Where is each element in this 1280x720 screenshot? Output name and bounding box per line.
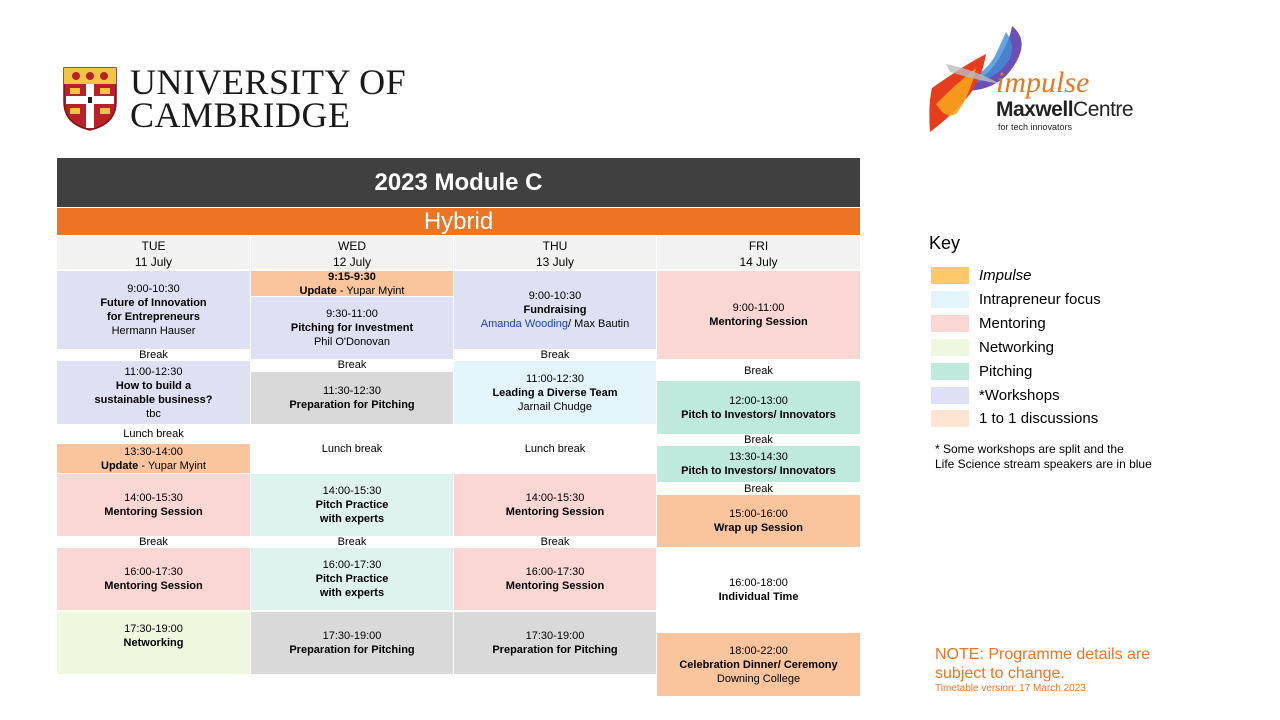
- key-swatch: [931, 363, 969, 380]
- session-time: 16:00-17:30: [322, 559, 382, 571]
- session-speaker: Phil O'Donovan: [313, 336, 391, 348]
- session-tue-mentoring-2: [57, 548, 250, 610]
- impulse-wordmark: impulse: [996, 66, 1090, 99]
- key-item-one-to-one: [931, 410, 1098, 427]
- session-speaker: Hermann Hauser: [111, 325, 196, 337]
- day-name: TUE: [141, 239, 166, 253]
- key-item-pitching: [931, 363, 1032, 380]
- session-time: 14:00-15:30: [322, 485, 382, 497]
- timetable-version: Timetable version: 17 March 2023: [935, 683, 1086, 694]
- session-line: [101, 459, 206, 473]
- session-thu-fundraising: [454, 271, 656, 349]
- maxwell-rest: Centre: [1073, 98, 1134, 121]
- lunch-break-label: Lunch break: [321, 443, 383, 455]
- programme-change-note: NOTE: Programme details are subject to change.: [935, 646, 1151, 682]
- session-tue-update: [57, 444, 250, 473]
- session-thu-preparation: [454, 612, 656, 674]
- day-name: THU: [542, 239, 568, 253]
- session-time: 13:30-14:30: [729, 451, 788, 463]
- key-swatch: [931, 387, 969, 404]
- key-swatch: [931, 410, 969, 427]
- session-speaker: / Max Bautin: [568, 318, 630, 330]
- session-wed-preparation-1: [251, 372, 453, 424]
- session-title: with experts: [319, 587, 385, 599]
- day-date: 12 July: [332, 255, 372, 269]
- key-footnote-line1: * Some workshops are split and the: [935, 442, 1124, 456]
- session-time: 9:15-9:30: [328, 271, 376, 283]
- hybrid-banner: Hybrid: [57, 208, 860, 235]
- session-title: for Entrepreneurs: [107, 311, 200, 323]
- session-wed-update: [251, 271, 453, 296]
- session-time: 17:30-19:00: [322, 630, 382, 642]
- session-speaker: - Yupar Myint: [138, 459, 206, 472]
- session-tue-networking: [57, 612, 250, 674]
- key-title: Key: [929, 233, 961, 253]
- session-wed-pitch-practice-1: [251, 474, 453, 536]
- session-title: Preparation for Pitching: [492, 644, 618, 656]
- key-item-mentoring: [931, 315, 1046, 332]
- lunch-break-label: Lunch break: [524, 443, 586, 455]
- break-label: Break: [139, 349, 168, 361]
- session-title: Pitch Practice: [315, 499, 389, 511]
- session-fri-celebration: [657, 633, 860, 696]
- session-title: Preparation for Pitching: [289, 399, 415, 411]
- break-label: Break: [337, 359, 367, 371]
- session-time: 11:00-12:30: [526, 372, 584, 385]
- lunch-break-label: Lunch break: [123, 428, 184, 440]
- day-date: 11 July: [134, 255, 173, 269]
- session-speaker: - Yupar Myint: [336, 284, 405, 296]
- session-thu-mentoring-1: [454, 474, 656, 536]
- session-tue-sustainable: [57, 361, 250, 424]
- session-speaker: Jarnail Chudge: [518, 400, 592, 413]
- key-swatch: [931, 291, 969, 308]
- session-tue-mentoring-1: [57, 474, 250, 536]
- session-title: Pitch to Investors/ Innovators: [681, 465, 836, 477]
- session-tue-innovation: [57, 271, 250, 349]
- session-time: 11:00-12:30: [124, 365, 183, 378]
- session-title: Pitching for Investment: [290, 322, 414, 334]
- cambridge-crest-icon: [62, 66, 118, 132]
- key-label: Mentoring: [979, 315, 1046, 332]
- cambridge-logo: [62, 62, 407, 135]
- session-title: Mentoring Session: [104, 506, 203, 518]
- maxwell-bold: Maxwell: [996, 98, 1074, 121]
- session-time: 9:00-10:30: [528, 290, 582, 302]
- session-time: 14:00-15:30: [124, 492, 183, 504]
- university-name-line2: CAMBRIDGE: [130, 95, 351, 135]
- session-speaker-life-science: Amanda Wooding: [480, 318, 569, 330]
- session-wed-preparation-2: [251, 612, 453, 674]
- maxwell-wordmark: [996, 98, 1133, 122]
- session-time: 16:00-17:30: [124, 566, 183, 578]
- session-time: 9:30-11:00: [326, 308, 378, 320]
- session-venue: Downing College: [716, 672, 801, 685]
- key-item-intrapreneur: [931, 291, 1101, 308]
- session-wed-pitching-investment: [251, 297, 453, 359]
- session-thu-diverse-team: [454, 361, 656, 424]
- session-title: Mentoring Session: [709, 316, 808, 328]
- day-date: 13 July: [535, 255, 575, 269]
- key-footnote-line2: Life Science stream speakers are in blue: [935, 457, 1152, 471]
- session-fri-wrap-up: [657, 495, 860, 547]
- session-fri-pitch-investors-1: [657, 381, 860, 434]
- day-header-fri: [657, 236, 860, 269]
- day-name: FRI: [748, 239, 769, 253]
- session-time: 14:00-15:30: [525, 492, 585, 504]
- session-title: Mentoring Session: [505, 580, 605, 592]
- day-header-wed: [251, 236, 453, 269]
- session-time: 13:30-14:00: [124, 445, 183, 458]
- session-title: with experts: [319, 513, 385, 525]
- session-title: How to build a: [115, 379, 192, 392]
- key-label: *Workshops: [979, 387, 1060, 404]
- session-fri-mentoring: [657, 271, 860, 359]
- day-header-thu: [454, 236, 656, 269]
- day-name: WED: [338, 239, 366, 253]
- session-time: 17:30-19:00: [525, 630, 585, 642]
- break-label: Break: [744, 483, 773, 495]
- session-time: 18:00-22:00: [729, 644, 788, 657]
- session-title: Mentoring Session: [505, 506, 605, 518]
- session-title: Pitch Practice: [315, 573, 389, 585]
- day-date: 14 July: [739, 255, 778, 269]
- maxwell-tagline: for tech innovators: [998, 122, 1073, 132]
- break-label: Break: [139, 536, 168, 548]
- key-item-networking: [931, 339, 1054, 356]
- timetable-title: 2023 Module C: [57, 158, 860, 207]
- session-time: 15:00-16:00: [729, 508, 788, 520]
- key-label: Pitching: [979, 363, 1033, 380]
- session-fri-individual-time: [657, 550, 860, 630]
- key-swatch: [931, 315, 969, 332]
- session-title: Leading a Diverse Team: [492, 386, 618, 399]
- session-time: 12:00-13:00: [729, 394, 788, 407]
- break-label: Break: [540, 536, 570, 548]
- day-header-tue: [57, 236, 250, 269]
- key-label: Networking: [979, 339, 1055, 356]
- key-item-workshops: [931, 387, 1060, 404]
- session-wed-pitch-practice-2: [251, 548, 453, 610]
- key-swatch: [931, 339, 969, 356]
- session-time: 11:30-12:30: [323, 385, 381, 397]
- key-item-impulse: [931, 267, 1032, 284]
- session-fri-pitch-investors-2: [657, 446, 860, 482]
- session-thu-mentoring-2: [454, 548, 656, 610]
- break-label: Break: [744, 365, 773, 377]
- key-label: 1 to 1 discussions: [979, 410, 1099, 427]
- break-label: Break: [744, 434, 773, 446]
- session-time: 9:00-10:30: [127, 283, 180, 295]
- session-time: 17:30-19:00: [124, 623, 183, 635]
- university-name-line1: UNIVERSITY OF: [130, 62, 407, 102]
- session-title: Fundraising: [523, 304, 587, 316]
- break-label: Break: [337, 536, 367, 548]
- session-speaker: tbc: [146, 407, 161, 420]
- session-time: 9:00-11:00: [732, 302, 785, 314]
- key-label: Intrapreneur focus: [979, 291, 1101, 308]
- session-line: [300, 284, 405, 297]
- session-title: Future of Innovation: [100, 297, 207, 309]
- session-title: Celebration Dinner/ Ceremony: [679, 658, 838, 671]
- break-label: Break: [540, 349, 570, 361]
- impulse-maxwell-logo: [926, 24, 1166, 136]
- key-swatch: [931, 267, 969, 284]
- key-label: Impulse: [979, 267, 1032, 284]
- session-title: Individual Time: [718, 591, 799, 603]
- session-title: sustainable business?: [94, 393, 213, 406]
- session-title: Wrap up Session: [713, 522, 804, 534]
- session-time: 16:00-18:00: [729, 577, 788, 589]
- session-time: 16:00-17:30: [525, 566, 585, 578]
- university-name: [130, 62, 407, 135]
- session-title: Pitch to Investors/ Innovators: [681, 408, 836, 421]
- session-title: Networking: [123, 637, 184, 649]
- session-title: Update: [299, 284, 337, 296]
- session-title: Preparation for Pitching: [289, 644, 415, 656]
- session-speakers: [481, 317, 629, 331]
- key-footnote: [935, 442, 1235, 472]
- session-title: Mentoring Session: [104, 580, 203, 592]
- session-title: Update: [101, 459, 139, 472]
